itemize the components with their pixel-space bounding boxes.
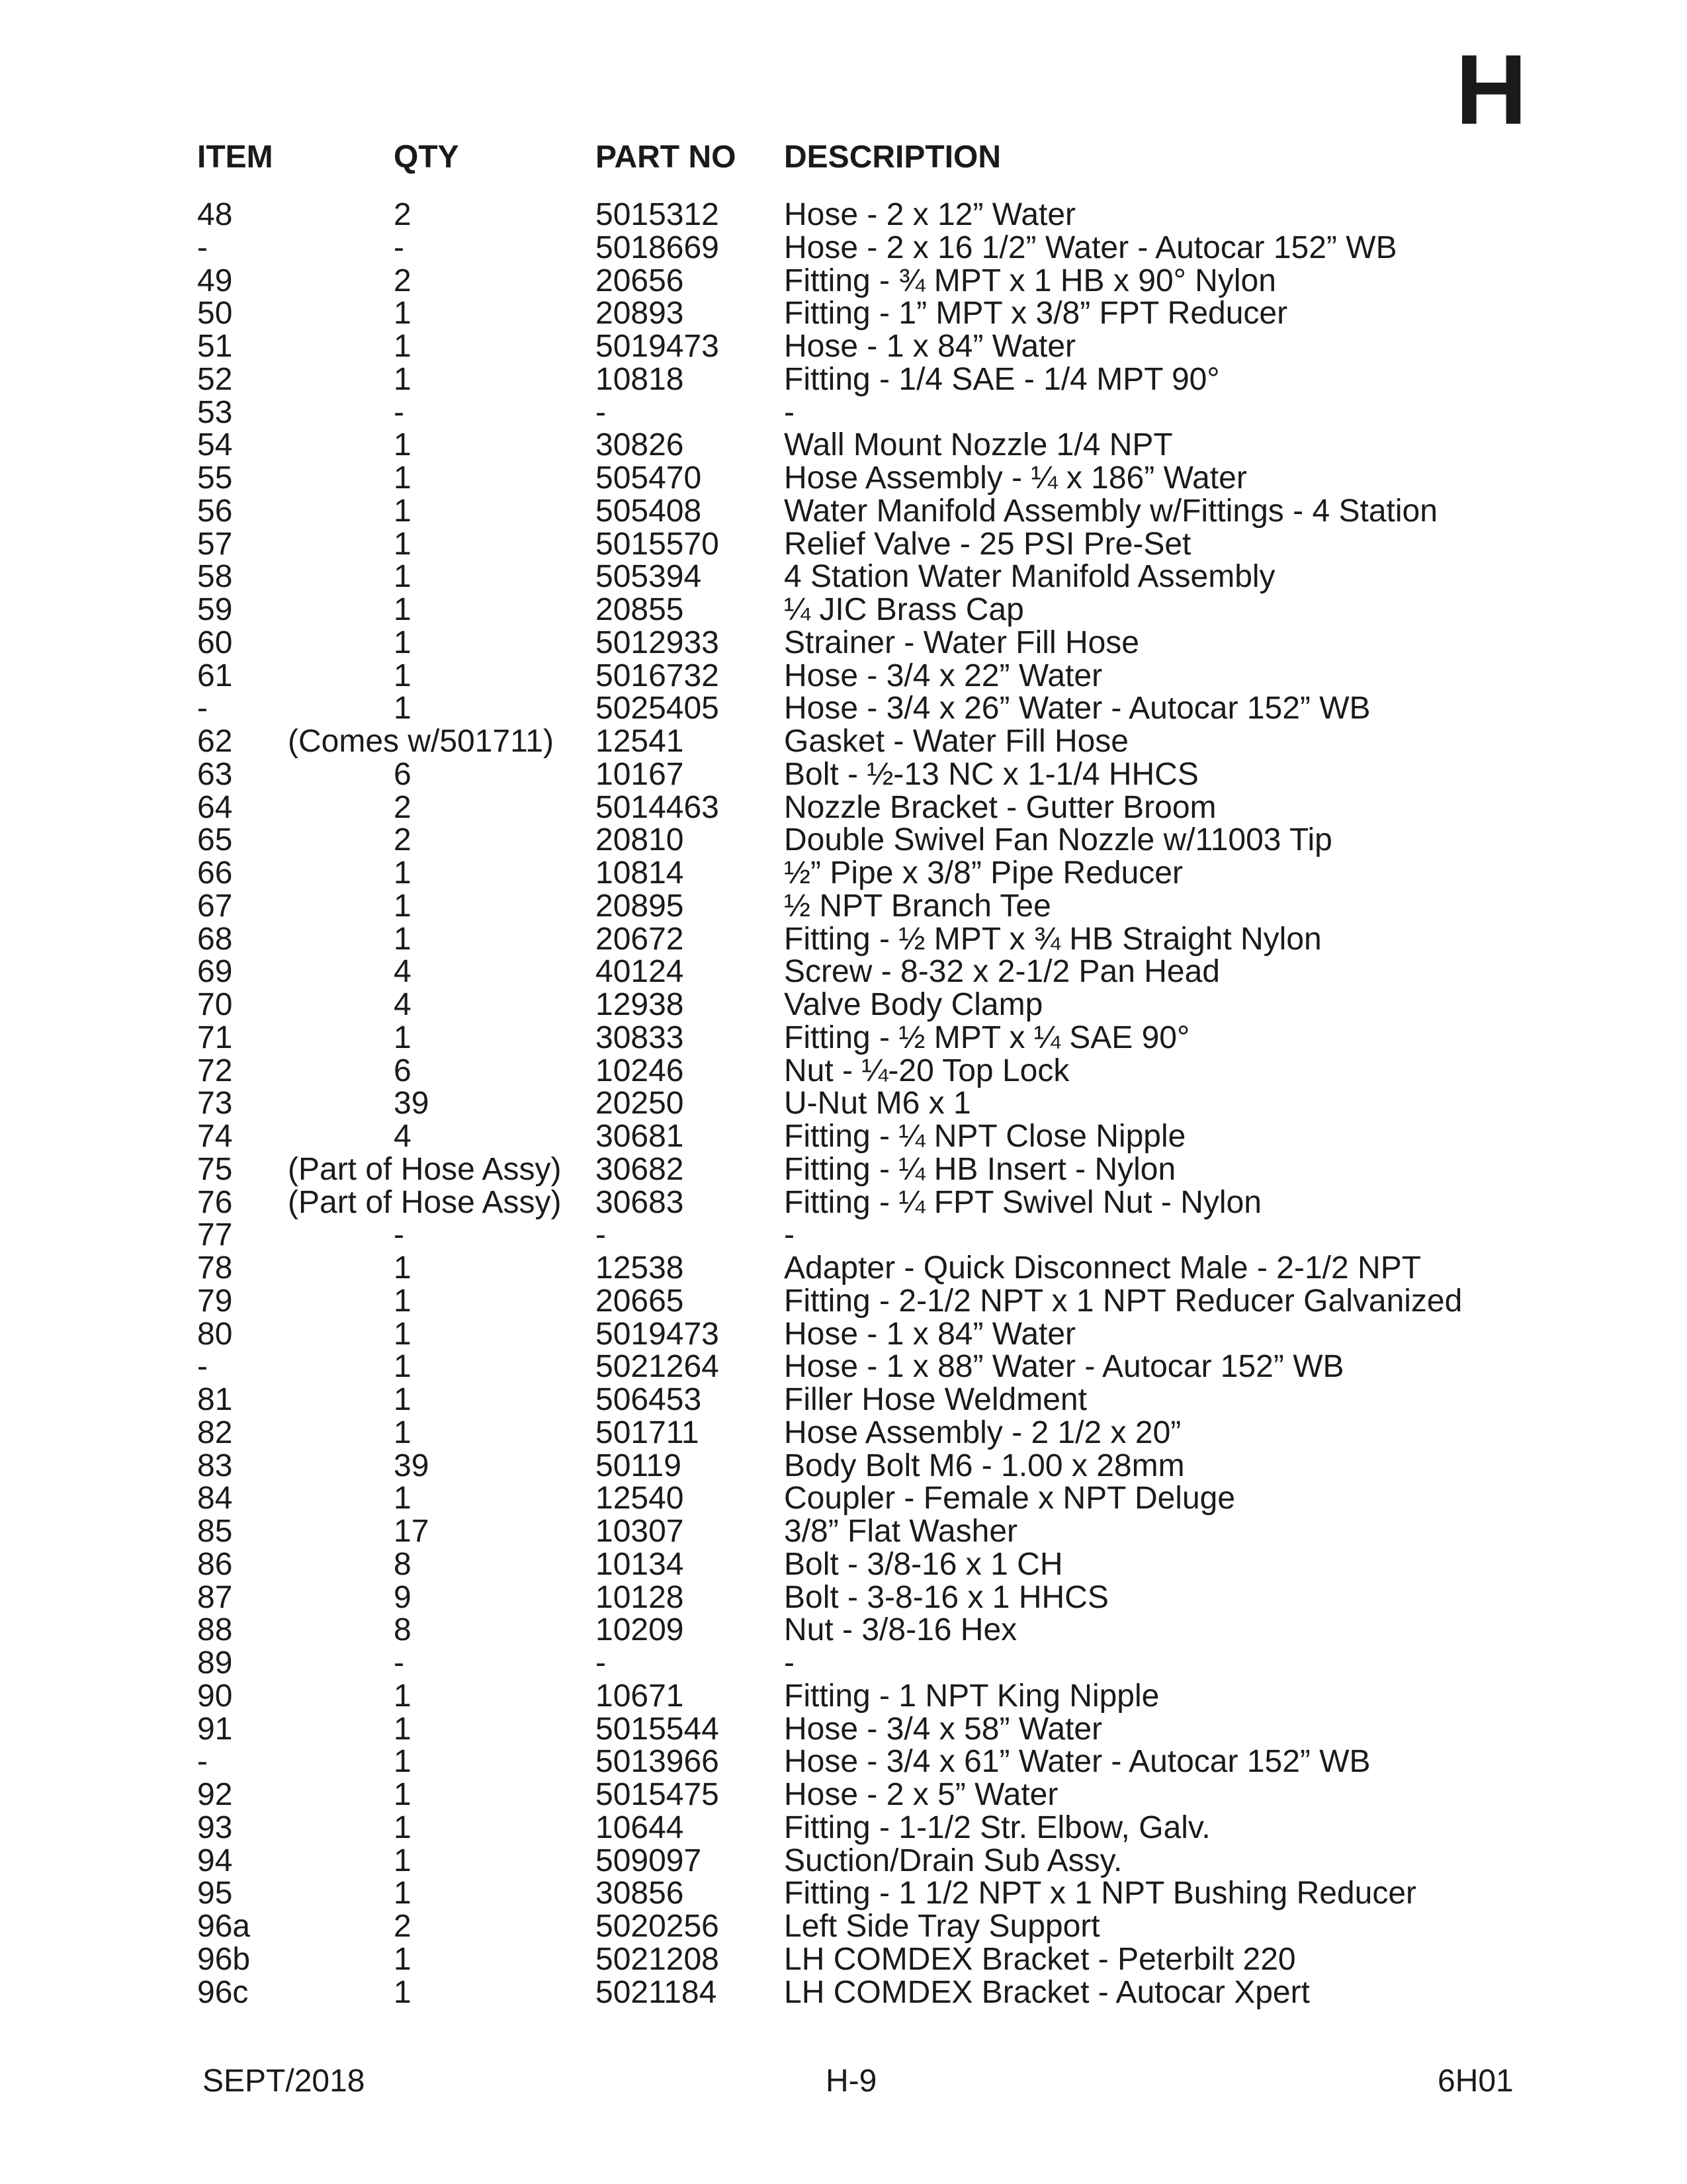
- part-no-cell: 20855: [595, 592, 684, 627]
- description-cell: Hose Assembly - 2 1/2 x 20”: [784, 1415, 1182, 1450]
- part-no-cell: 20893: [595, 296, 684, 331]
- description-cell: Hose - 3/4 x 58” Water: [784, 1711, 1103, 1747]
- table-row: [0, 660, 1687, 693]
- part-no-cell: 50119: [595, 1448, 681, 1483]
- qty-cell: -: [394, 230, 404, 265]
- part-no-cell: 30826: [595, 427, 684, 463]
- description-cell: LH COMDEX Bracket - Autocar Xpert: [784, 1974, 1310, 2010]
- description-cell: Hose - 2 x 16 1/2” Water - Autocar 152” WB: [784, 230, 1397, 265]
- table-row: [0, 1910, 1687, 1943]
- page-footer: [0, 2063, 1687, 2103]
- qty-cell: 6: [394, 1053, 411, 1088]
- description-cell: Left Side Tray Support: [784, 1909, 1100, 1944]
- qty-cell: 1: [394, 526, 411, 562]
- table-row: [0, 923, 1687, 956]
- qty-cell: 1: [394, 855, 411, 891]
- table-row: [0, 955, 1687, 988]
- qty-cell: 1: [394, 1349, 411, 1385]
- table-row: [0, 1120, 1687, 1153]
- part-no-cell: 505394: [595, 559, 702, 595]
- item-cell: 92: [197, 1777, 233, 1812]
- item-cell: 74: [197, 1119, 233, 1154]
- table-row: [0, 692, 1687, 725]
- part-no-cell: 5018669: [595, 230, 719, 265]
- item-cell: 58: [197, 559, 233, 595]
- qty-cell: 1: [394, 1481, 411, 1516]
- description-cell: Suction/Drain Sub Assy.: [784, 1843, 1123, 1878]
- table-row: [0, 396, 1687, 429]
- description-cell: Bolt - 3-8-16 x 1 HHCS: [784, 1579, 1109, 1615]
- qty-cell: 1: [394, 658, 411, 693]
- qty-cell: 1: [394, 460, 411, 496]
- part-no-cell: 5019473: [595, 1316, 719, 1352]
- footer-date: SEPT/2018: [202, 2064, 365, 2099]
- qty-cell: 1: [394, 427, 411, 463]
- parts-table: [0, 198, 1687, 2009]
- part-no-cell: 30682: [595, 1151, 684, 1187]
- qty-cell: 4: [394, 1119, 411, 1154]
- table-row: [0, 297, 1687, 330]
- qty-cell: 1: [394, 691, 411, 726]
- item-cell: 93: [197, 1810, 233, 1845]
- part-no-cell: 10814: [595, 855, 684, 891]
- item-cell: 51: [197, 329, 233, 364]
- description-cell: Fitting - 1-1/2 Str. Elbow, Galv.: [784, 1810, 1211, 1845]
- part-no-cell: 20250: [595, 1086, 684, 1121]
- part-no-cell: 10209: [595, 1612, 684, 1648]
- table-row: [0, 462, 1687, 495]
- item-cell: 54: [197, 427, 233, 463]
- description-cell: Nut - ¼-20 Top Lock: [784, 1053, 1070, 1088]
- table-row: [0, 1450, 1687, 1483]
- qty-cell: 17: [394, 1514, 429, 1549]
- description-cell: Valve Body Clamp: [784, 987, 1043, 1022]
- item-cell: 75: [197, 1151, 233, 1187]
- item-cell: 96c: [197, 1974, 249, 2010]
- part-no-cell: 20672: [595, 921, 684, 957]
- part-no-cell: 5021264: [595, 1349, 719, 1385]
- description-cell: Gasket - Water Fill Hose: [784, 724, 1129, 759]
- description-cell: Hose Assembly - ¼ x 186” Water: [784, 460, 1247, 496]
- table-row: [0, 1318, 1687, 1351]
- description-cell: Fitting - 1/4 SAE - 1/4 MPT 90°: [784, 361, 1220, 397]
- qty-cell: 1: [394, 493, 411, 529]
- description-cell: 3/8” Flat Washer: [784, 1514, 1017, 1549]
- part-no-cell: 5025405: [595, 691, 719, 726]
- table-row: [0, 1350, 1687, 1383]
- table-row: [0, 1976, 1687, 2009]
- part-no-cell: 10128: [595, 1579, 684, 1615]
- part-no-cell: -: [595, 1217, 606, 1253]
- item-cell: -: [197, 1349, 208, 1385]
- qty-cell: (Part of Hose Assy): [288, 1184, 562, 1220]
- part-no-cell: 10246: [595, 1053, 684, 1088]
- description-cell: ¼ JIC Brass Cap: [784, 592, 1024, 627]
- description-cell: Fitting - 2-1/2 NPT x 1 NPT Reducer Galvanized: [784, 1283, 1463, 1319]
- part-no-cell: 20810: [595, 822, 684, 858]
- table-row: [0, 1647, 1687, 1680]
- item-cell: 87: [197, 1579, 233, 1615]
- description-cell: Nut - 3/8-16 Hex: [784, 1612, 1017, 1648]
- item-cell: 65: [197, 822, 233, 858]
- description-cell: Water Manifold Assembly w/Fittings - 4 Station: [784, 493, 1438, 529]
- footer-doc-code: 6H01: [1438, 2064, 1514, 2099]
- part-no-cell: 5019473: [595, 329, 719, 364]
- description-cell: LH COMDEX Bracket - Peterbilt 220: [784, 1941, 1296, 1977]
- qty-cell: 4: [394, 954, 411, 990]
- table-row: [0, 429, 1687, 462]
- item-cell: 59: [197, 592, 233, 627]
- qty-cell: 1: [394, 1020, 411, 1055]
- part-no-cell: 12540: [595, 1481, 684, 1516]
- table-row: [0, 1745, 1687, 1778]
- item-cell: 60: [197, 625, 233, 660]
- part-no-cell: 505408: [595, 493, 702, 529]
- description-cell: Fitting - 1 NPT King Nipple: [784, 1678, 1160, 1714]
- part-no-cell: 5015544: [595, 1711, 719, 1747]
- part-no-cell: 10818: [595, 361, 684, 397]
- qty-cell: 1: [394, 329, 411, 364]
- qty-cell: (Comes w/501711): [288, 724, 554, 759]
- table-row: [0, 1252, 1687, 1285]
- qty-cell: 39: [394, 1448, 429, 1483]
- description-cell: Hose - 2 x 12” Water: [784, 197, 1076, 232]
- description-cell: Fitting - ¼ HB Insert - Nylon: [784, 1151, 1176, 1187]
- table-row: [0, 1153, 1687, 1186]
- qty-cell: 1: [394, 1711, 411, 1747]
- item-cell: 82: [197, 1415, 233, 1450]
- item-cell: 94: [197, 1843, 233, 1878]
- part-no-cell: 12538: [595, 1250, 684, 1286]
- description-cell: Hose - 1 x 84” Water: [784, 1316, 1076, 1352]
- table-row: [0, 1943, 1687, 1976]
- item-cell: 55: [197, 460, 233, 496]
- table-row: [0, 725, 1687, 758]
- description-cell: Wall Mount Nozzle 1/4 NPT: [784, 427, 1173, 463]
- item-cell: 88: [197, 1612, 233, 1648]
- qty-cell: 9: [394, 1579, 411, 1615]
- part-no-cell: -: [595, 1645, 606, 1681]
- description-cell: Bolt - 3/8-16 x 1 CH: [784, 1546, 1063, 1582]
- table-row: [0, 1680, 1687, 1713]
- part-no-cell: 20656: [595, 263, 684, 298]
- table-row: [0, 1778, 1687, 1812]
- item-cell: 73: [197, 1086, 233, 1121]
- part-no-cell: -: [595, 394, 606, 430]
- part-no-cell: 5015570: [595, 526, 719, 562]
- item-cell: 64: [197, 789, 233, 825]
- qty-cell: 2: [394, 789, 411, 825]
- qty-cell: -: [394, 394, 404, 430]
- item-cell: 76: [197, 1184, 233, 1220]
- qty-cell: 8: [394, 1612, 411, 1648]
- part-no-cell: 509097: [595, 1843, 702, 1878]
- part-no-cell: 5021184: [595, 1974, 717, 2010]
- part-no-cell: 20895: [595, 888, 684, 924]
- part-no-cell: 5020256: [595, 1909, 719, 1944]
- item-cell: 95: [197, 1876, 233, 1911]
- part-no-cell: 5014463: [595, 789, 719, 825]
- part-no-cell: 10644: [595, 1810, 684, 1845]
- column-header-part-no: PART NO: [595, 140, 736, 175]
- table-row: [0, 1055, 1687, 1088]
- part-no-cell: 10134: [595, 1546, 684, 1582]
- description-cell: -: [784, 1217, 795, 1253]
- item-cell: 57: [197, 526, 233, 562]
- qty-cell: 1: [394, 1810, 411, 1845]
- qty-cell: 39: [394, 1086, 429, 1121]
- qty-cell: 2: [394, 822, 411, 858]
- part-no-cell: 10307: [595, 1514, 684, 1549]
- part-no-cell: 30833: [595, 1020, 684, 1055]
- description-cell: Relief Valve - 25 PSI Pre-Set: [784, 526, 1191, 562]
- qty-cell: 1: [394, 1974, 411, 2010]
- part-no-cell: 40124: [595, 954, 684, 990]
- item-cell: 67: [197, 888, 233, 924]
- description-cell: Hose - 2 x 5” Water: [784, 1777, 1059, 1812]
- table-row: [0, 330, 1687, 363]
- description-cell: 4 Station Water Manifold Assembly: [784, 559, 1276, 595]
- table-header: [0, 139, 1687, 179]
- part-no-cell: 30683: [595, 1184, 684, 1220]
- item-cell: 77: [197, 1217, 233, 1253]
- part-no-cell: 5021208: [595, 1941, 719, 1977]
- description-cell: Fitting - ½ MPT x ¼ SAE 90°: [784, 1020, 1190, 1055]
- table-row: [0, 528, 1687, 561]
- item-cell: 66: [197, 855, 233, 891]
- part-no-cell: 30681: [595, 1119, 684, 1154]
- table-row: [0, 988, 1687, 1022]
- item-cell: 89: [197, 1645, 233, 1681]
- qty-cell: 1: [394, 921, 411, 957]
- qty-cell: 6: [394, 756, 411, 792]
- qty-cell: 1: [394, 1382, 411, 1417]
- table-row: [0, 1383, 1687, 1417]
- description-cell: Body Bolt M6 - 1.00 x 28mm: [784, 1448, 1185, 1483]
- description-cell: Hose - 3/4 x 22” Water: [784, 658, 1103, 693]
- description-cell: Nozzle Bracket - Gutter Broom: [784, 789, 1217, 825]
- table-row: [0, 758, 1687, 791]
- qty-cell: 1: [394, 888, 411, 924]
- description-cell: Screw - 8-32 x 2-1/2 Pan Head: [784, 954, 1220, 990]
- description-cell: U-Nut M6 x 1: [784, 1086, 971, 1121]
- item-cell: 70: [197, 987, 233, 1022]
- description-cell: Filler Hose Weldment: [784, 1382, 1087, 1417]
- part-no-cell: 10167: [595, 756, 684, 792]
- column-header-qty: QTY: [394, 140, 459, 175]
- item-cell: 80: [197, 1316, 233, 1352]
- description-cell: Hose - 1 x 88” Water - Autocar 152” WB: [784, 1349, 1344, 1385]
- part-no-cell: 12938: [595, 987, 684, 1022]
- table-row: [0, 1548, 1687, 1581]
- description-cell: Fitting - ¼ NPT Close Nipple: [784, 1119, 1186, 1154]
- part-no-cell: 506453: [595, 1382, 702, 1417]
- description-cell: Adapter - Quick Disconnect Male - 2-1/2 NPT: [784, 1250, 1422, 1286]
- table-row: [0, 824, 1687, 857]
- part-no-cell: 505470: [595, 460, 702, 496]
- item-cell: 83: [197, 1448, 233, 1483]
- section-letter: H: [1455, 34, 1528, 145]
- item-cell: 85: [197, 1514, 233, 1549]
- table-row: [0, 1186, 1687, 1219]
- qty-cell: 1: [394, 361, 411, 397]
- qty-cell: 4: [394, 987, 411, 1022]
- table-row: [0, 1581, 1687, 1614]
- item-cell: 48: [197, 197, 233, 232]
- description-cell: Fitting - ¼ FPT Swivel Nut - Nylon: [784, 1184, 1262, 1220]
- qty-cell: -: [394, 1645, 404, 1681]
- table-row: [0, 791, 1687, 824]
- item-cell: 96b: [197, 1941, 251, 1977]
- table-row: [0, 1285, 1687, 1318]
- table-row: [0, 232, 1687, 265]
- item-cell: 56: [197, 493, 233, 529]
- qty-cell: 1: [394, 1415, 411, 1450]
- qty-cell: 1: [394, 1316, 411, 1352]
- item-cell: 84: [197, 1481, 233, 1516]
- footer-page-number: H-9: [826, 2064, 877, 2099]
- table-row: [0, 363, 1687, 396]
- qty-cell: 1: [394, 1678, 411, 1714]
- qty-cell: 1: [394, 592, 411, 627]
- item-cell: 86: [197, 1546, 233, 1582]
- description-cell: Fitting - 1” MPT x 3/8” FPT Reducer: [784, 296, 1288, 331]
- qty-cell: 1: [394, 296, 411, 331]
- item-cell: -: [197, 230, 208, 265]
- part-no-cell: 501711: [595, 1415, 699, 1450]
- description-cell: Fitting - ¾ MPT x 1 HB x 90° Nylon: [784, 263, 1276, 298]
- table-row: [0, 1482, 1687, 1515]
- qty-cell: 2: [394, 1909, 411, 1944]
- part-no-cell: 5012933: [595, 625, 719, 660]
- table-row: [0, 1877, 1687, 1910]
- table-row: [0, 1713, 1687, 1746]
- table-row: [0, 593, 1687, 627]
- item-cell: 91: [197, 1711, 233, 1747]
- description-cell: Bolt - ½-13 NC x 1-1/4 HHCS: [784, 756, 1199, 792]
- description-cell: ½” Pipe x 3/8” Pipe Reducer: [784, 855, 1183, 891]
- table-row: [0, 1022, 1687, 1055]
- description-cell: Hose - 3/4 x 61” Water - Autocar 152” WB: [784, 1744, 1371, 1780]
- table-row: [0, 1417, 1687, 1450]
- qty-cell: 1: [394, 1941, 411, 1977]
- qty-cell: 1: [394, 559, 411, 595]
- item-cell: 52: [197, 361, 233, 397]
- description-cell: -: [784, 1645, 795, 1681]
- qty-cell: 1: [394, 1777, 411, 1812]
- item-cell: 79: [197, 1283, 233, 1319]
- table-row: [0, 265, 1687, 298]
- description-cell: ½ NPT Branch Tee: [784, 888, 1051, 924]
- qty-cell: 1: [394, 1744, 411, 1780]
- item-cell: 49: [197, 263, 233, 298]
- column-header-description: DESCRIPTION: [784, 140, 1002, 175]
- item-cell: 50: [197, 296, 233, 331]
- part-no-cell: 20665: [595, 1283, 684, 1319]
- description-cell: Strainer - Water Fill Hose: [784, 625, 1139, 660]
- item-cell: 61: [197, 658, 233, 693]
- table-row: [0, 495, 1687, 528]
- qty-cell: 1: [394, 1876, 411, 1911]
- item-cell: 90: [197, 1678, 233, 1714]
- description-cell: Fitting - ½ MPT x ¾ HB Straight Nylon: [784, 921, 1322, 957]
- table-row: [0, 1845, 1687, 1878]
- item-cell: 96a: [197, 1909, 251, 1944]
- item-cell: 81: [197, 1382, 233, 1417]
- part-no-cell: 5016732: [595, 658, 719, 693]
- part-no-cell: 5015475: [595, 1777, 719, 1812]
- item-cell: -: [197, 691, 208, 726]
- table-row: [0, 1087, 1687, 1120]
- item-cell: -: [197, 1744, 208, 1780]
- description-cell: Hose - 3/4 x 26” Water - Autocar 152” WB: [784, 691, 1371, 726]
- qty-cell: (Part of Hose Assy): [288, 1151, 562, 1187]
- description-cell: Fitting - 1 1/2 NPT x 1 NPT Bushing Reducer: [784, 1876, 1416, 1911]
- table-row: [0, 1614, 1687, 1647]
- qty-cell: 2: [394, 197, 411, 232]
- table-row: [0, 1515, 1687, 1548]
- part-no-cell: 5013966: [595, 1744, 719, 1780]
- part-no-cell: 5015312: [595, 197, 719, 232]
- table-row: [0, 627, 1687, 660]
- description-cell: Hose - 1 x 84” Water: [784, 329, 1076, 364]
- description-cell: -: [784, 394, 795, 430]
- qty-cell: 1: [394, 625, 411, 660]
- table-row: [0, 198, 1687, 232]
- item-cell: 68: [197, 921, 233, 957]
- part-no-cell: 12541: [595, 724, 684, 759]
- qty-cell: 1: [394, 1283, 411, 1319]
- column-header-item: ITEM: [197, 140, 273, 175]
- qty-cell: 1: [394, 1250, 411, 1286]
- table-row: [0, 857, 1687, 890]
- item-cell: 63: [197, 756, 233, 792]
- table-row: [0, 1812, 1687, 1845]
- qty-cell: 1: [394, 1843, 411, 1878]
- part-no-cell: 10671: [595, 1678, 684, 1714]
- part-no-cell: 30856: [595, 1876, 684, 1911]
- qty-cell: 8: [394, 1546, 411, 1582]
- qty-cell: -: [394, 1217, 404, 1253]
- description-cell: Double Swivel Fan Nozzle w/11003 Tip: [784, 822, 1332, 858]
- item-cell: 53: [197, 394, 233, 430]
- table-row: [0, 560, 1687, 593]
- qty-cell: 2: [394, 263, 411, 298]
- table-row: [0, 1219, 1687, 1252]
- item-cell: 62: [197, 724, 233, 759]
- table-row: [0, 890, 1687, 923]
- description-cell: Coupler - Female x NPT Deluge: [784, 1481, 1236, 1516]
- item-cell: 69: [197, 954, 233, 990]
- item-cell: 72: [197, 1053, 233, 1088]
- item-cell: 78: [197, 1250, 233, 1286]
- item-cell: 71: [197, 1020, 233, 1055]
